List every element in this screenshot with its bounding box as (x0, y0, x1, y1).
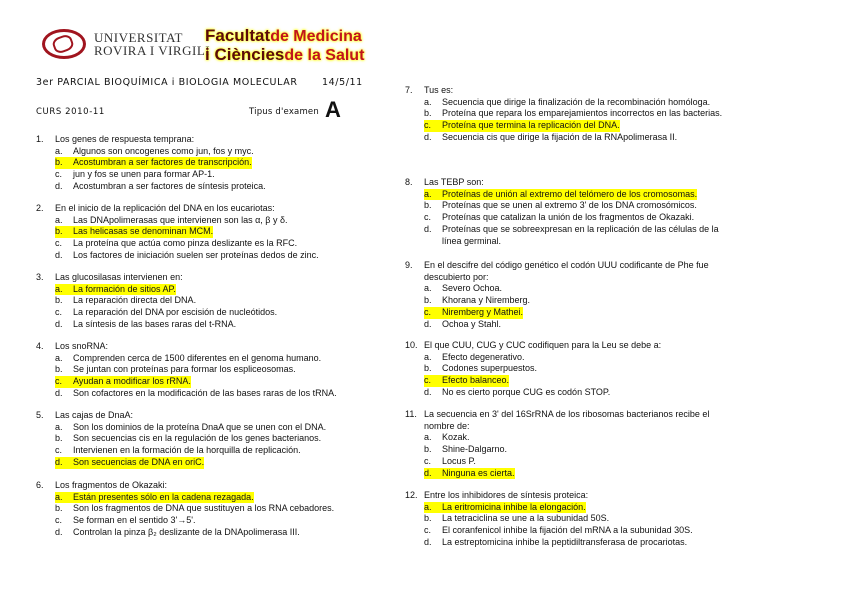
option-text: Severo Ochoa. (442, 283, 503, 294)
option-text: Las DNApolimerasas que intervienen son las α, β y δ. (73, 214, 288, 225)
question-number: 2. (36, 203, 44, 213)
answer-option (424, 537, 732, 549)
option-text: Ochoa y Stahl. (442, 318, 502, 329)
answer-option (55, 319, 363, 331)
option-text: Acostumbran a ser factores de transcripción. (73, 157, 252, 168)
answer-option-highlighted (55, 157, 363, 169)
faculty-logo (205, 27, 364, 65)
answer-option-highlighted (424, 502, 732, 514)
answer-option (55, 250, 363, 262)
option-text: Son los fragmentos de DNA que sustituyen a los RNA cebadores. (73, 503, 335, 514)
university-line-2: ROVIRA I VIRGILI (94, 43, 211, 58)
option-letter: c. (55, 376, 73, 388)
option-text: El coranfenicol inhibe la fijación del mRNA a la subunidad 30S. (442, 525, 693, 536)
option-text: Algunos son oncogenes como jun, fos y myc. (73, 145, 254, 156)
university-emblem-icon (42, 29, 86, 59)
option-text: Proteínas que se sobreexpresan en la replicación de las células de la línea germinal. (442, 223, 719, 246)
question-number: 5. (36, 410, 44, 420)
option-text: Proteínas que catalizan la unión de los fragmentos de Okazaki. (442, 212, 695, 223)
answer-option (55, 515, 363, 527)
question-text: Los fragmentos de Okazaki: (55, 480, 168, 490)
answer-option-highlighted (55, 376, 363, 388)
option-text: Se forman en el sentido 3'→5'. (73, 515, 196, 526)
question-text: Tus es: (424, 85, 454, 95)
question-text: Las glucosilasas intervienen en: (55, 272, 183, 282)
faculty-word-3: i Ciències (205, 45, 285, 64)
option-text: La proteína que actúa como pinza deslizante es la RFC. (73, 238, 298, 249)
option-letter: a. (55, 145, 63, 156)
question-number: 4. (36, 341, 44, 351)
university-name (94, 31, 210, 57)
option-text: Secuencia que dirige la finalización de la recombinación homóloga. (442, 96, 711, 107)
option-letter: c. (55, 445, 63, 456)
answer-option (424, 132, 732, 144)
question (36, 272, 363, 331)
option-text: La formación de sitios AP. (73, 283, 176, 294)
option-text: Están presentes sólo en la cadena rezagada. (73, 491, 254, 502)
option-letter: b. (55, 503, 63, 514)
option-letter: c. (424, 212, 432, 223)
option-letter: a. (424, 189, 442, 201)
option-letter: a. (424, 351, 432, 362)
option-text: Ninguna es cierta. (442, 467, 515, 478)
option-letter: a. (55, 492, 73, 504)
option-text: Niremberg y Mathei. (442, 306, 524, 317)
answer-option-highlighted (424, 468, 732, 480)
answer-option (55, 422, 363, 434)
option-text: Locus P. (442, 455, 476, 466)
answer-option (55, 238, 363, 250)
option-text: Los factores de iniciación suelen ser proteínas dedos de zinc. (73, 249, 319, 260)
option-text: Proteína que repara los emparejamientos incorrectos en las bacterias. (442, 108, 723, 119)
option-text: Codones superpuestos. (442, 363, 538, 374)
exam-title: 3er PARCIAL BIOQUÍMICA i BIOLOGIA MOLECULAR (36, 77, 298, 88)
answer-option (424, 97, 732, 109)
option-text: La reparación directa del DNA. (73, 295, 197, 306)
option-letter: b. (55, 157, 73, 169)
answer-option (424, 283, 732, 295)
option-text: Comprenden cerca de 1500 diferentes en el genoma humano. (73, 352, 322, 363)
question-number: 1. (36, 134, 44, 144)
option-letter: c. (55, 515, 63, 526)
option-letter: c. (424, 375, 442, 387)
answer-option (55, 364, 363, 376)
answer-option (424, 352, 732, 364)
answer-option (55, 307, 363, 319)
faculty-word-1: Facultat (205, 26, 271, 45)
option-letter: d. (424, 223, 432, 234)
option-text: jun y fos se unen para formar AP-1. (73, 169, 215, 180)
question-text: Las cajas de DnaA: (55, 410, 134, 420)
answer-option (55, 215, 363, 227)
option-text: No es cierto porque CUG es codón STOP. (442, 386, 611, 397)
option-text: Secuencia cis que dirige la fijación de la RNApolimerasa II. (442, 131, 678, 142)
question-text: En el inicio de la replicación del DNA en los eucariotas: (55, 203, 275, 213)
question-number: 9. (405, 260, 413, 270)
answer-option-highlighted (424, 120, 732, 132)
answer-option (424, 363, 732, 375)
option-letter: a. (55, 214, 63, 225)
university-line-1: UNIVERSITAT (94, 30, 183, 45)
answer-option-highlighted (55, 492, 363, 504)
option-letter: c. (424, 307, 442, 319)
course-year: CURS 2010-11 (36, 107, 105, 117)
option-letter: d. (55, 318, 63, 329)
option-letter: a. (424, 96, 432, 107)
option-letter: a. (55, 352, 63, 363)
option-text: Son los dominios de la proteína DnaA que se unen con el DNA. (73, 421, 327, 432)
answer-option-highlighted (424, 375, 732, 387)
option-letter: d. (55, 180, 63, 191)
question-text: El que CUU, CUG y CUC codifiquen para la Leu se debe a: (424, 340, 662, 350)
question (405, 85, 732, 144)
question-text: Los snoRNA: (55, 341, 109, 351)
answer-option (55, 445, 363, 457)
question-number: 11. (405, 409, 417, 419)
option-text: La síntesis de las bases raras del t-RNA. (73, 318, 237, 329)
question (36, 480, 363, 539)
answer-option (424, 319, 732, 331)
option-text: Proteínas que se unen al extremo 3' de los DNA cromosómicos. (442, 200, 697, 211)
option-letter: b. (55, 295, 63, 306)
option-letter: b. (424, 295, 432, 306)
option-letter: b. (424, 363, 432, 374)
answer-option (55, 295, 363, 307)
answer-option-highlighted (55, 226, 363, 238)
answer-option (424, 108, 732, 120)
answer-option-highlighted (55, 457, 363, 469)
option-letter: b. (424, 200, 432, 211)
option-text: Son cofactores en la modificación de las bases raras de los tRNA. (73, 387, 337, 398)
exam-type-label: Tipus d'examen (249, 107, 319, 117)
answer-option-highlighted (424, 307, 732, 319)
answer-option (424, 387, 732, 399)
option-text: Acostumbran a ser factores de síntesis proteica. (73, 180, 266, 191)
answer-option (55, 433, 363, 445)
answer-option (424, 224, 732, 247)
option-letter: b. (55, 433, 63, 444)
option-letter: b. (55, 364, 63, 375)
option-letter: d. (424, 318, 432, 329)
question-number: 7. (405, 85, 413, 95)
option-text: Intervienen en la formación de la horquilla de replicación. (73, 445, 301, 456)
option-text: Shine-Dalgarno. (442, 444, 508, 455)
option-letter: b. (55, 226, 73, 238)
question-text: Los genes de respuesta temprana: (55, 134, 195, 144)
answer-option-highlighted (424, 189, 732, 201)
question-text: Entre los inhibidores de síntesis proteica: (424, 490, 589, 500)
option-text: Controlan la pinza β₂ deslizante de la DNApolimerasa III. (73, 526, 300, 537)
question (405, 260, 732, 330)
answer-option (424, 212, 732, 224)
question-text: La secuencia en 3' del 16SrRNA de los ribosomas bacterianos recibe el nombre de: (424, 409, 710, 431)
option-letter: c. (424, 525, 432, 536)
answer-option (55, 146, 363, 158)
question-number: 8. (405, 177, 413, 187)
option-letter: b. (424, 444, 432, 455)
question (405, 409, 732, 479)
answer-option (424, 513, 732, 525)
question (36, 410, 363, 469)
option-letter: c. (55, 238, 63, 249)
question (36, 341, 363, 400)
option-letter: c. (55, 307, 63, 318)
university-logo (42, 29, 210, 59)
answer-option (424, 432, 732, 444)
question (405, 177, 732, 247)
option-letter: b. (424, 513, 432, 524)
option-text: Proteína que termina la replicación del DNA. (442, 120, 620, 131)
answer-option (424, 444, 732, 456)
exam-type: A (325, 97, 341, 122)
option-letter: d. (424, 386, 432, 397)
exam-date: 14/5/11 (322, 77, 363, 88)
faculty-word-4: de la Salut (284, 47, 365, 64)
option-text: La estreptomicina inhibe la peptidiltransferasa de procariotas. (442, 536, 688, 547)
option-text: La tetraciclina se une a la subunidad 50S. (442, 513, 610, 524)
option-text: Kozak. (442, 432, 470, 443)
question (36, 203, 363, 262)
question-number: 10. (405, 340, 418, 350)
option-text: Efecto balanceo. (442, 375, 510, 386)
question-number: 6. (36, 480, 44, 490)
option-letter: d. (55, 387, 63, 398)
answer-option (424, 295, 732, 307)
answer-option (55, 527, 363, 539)
option-letter: c. (424, 455, 432, 466)
option-letter: d. (424, 536, 432, 547)
answer-option (424, 456, 732, 468)
option-text: Son secuencias de DNA en oriC. (73, 456, 205, 467)
answer-option (55, 388, 363, 400)
faculty-word-2: de Medicina (270, 28, 362, 45)
option-letter: a. (424, 432, 432, 443)
question (36, 134, 363, 193)
option-letter: d. (424, 468, 442, 480)
answer-option (424, 525, 732, 537)
option-text: Khorana y Niremberg. (442, 295, 531, 306)
answer-option-highlighted (55, 284, 363, 296)
option-letter: a. (424, 502, 442, 514)
option-letter: b. (424, 108, 432, 119)
option-text: Proteínas de unión al extremo del telómero de los cromosomas. (442, 188, 698, 199)
option-letter: c. (55, 169, 63, 180)
question-text: Las TEBP son: (424, 177, 484, 187)
answer-option (55, 181, 363, 193)
answer-option (55, 503, 363, 515)
option-text: La reparación del DNA por escisión de nucleótidos. (73, 307, 278, 318)
answer-option (55, 169, 363, 181)
question (405, 340, 732, 399)
option-text: Las helicasas se denominan MCM. (73, 226, 214, 237)
option-letter: c. (424, 120, 442, 132)
option-letter: d. (55, 526, 63, 537)
option-text: Ayudan a modificar los rRNA. (73, 376, 191, 387)
option-letter: a. (424, 283, 432, 294)
option-letter: a. (55, 421, 63, 432)
option-text: Son secuencias cis en la regulación de los genes bacterianos. (73, 433, 322, 444)
option-text: La eritromicina inhibe la elongación. (442, 501, 586, 512)
answer-option (55, 353, 363, 365)
option-letter: a. (55, 284, 73, 296)
option-text: Se juntan con proteínas para formar los espliceosomas. (73, 364, 296, 375)
option-letter: d. (55, 457, 73, 469)
question (405, 490, 732, 549)
question-text: En el descifre del código genético el codón UUU codificante de Phe fue descubierto por: (424, 260, 709, 282)
option-text: Efecto degenerativo. (442, 351, 525, 362)
question-number: 3. (36, 272, 44, 282)
answer-option (424, 200, 732, 212)
option-letter: d. (424, 131, 432, 142)
option-letter: d. (55, 249, 63, 260)
question-number: 12. (405, 490, 418, 500)
